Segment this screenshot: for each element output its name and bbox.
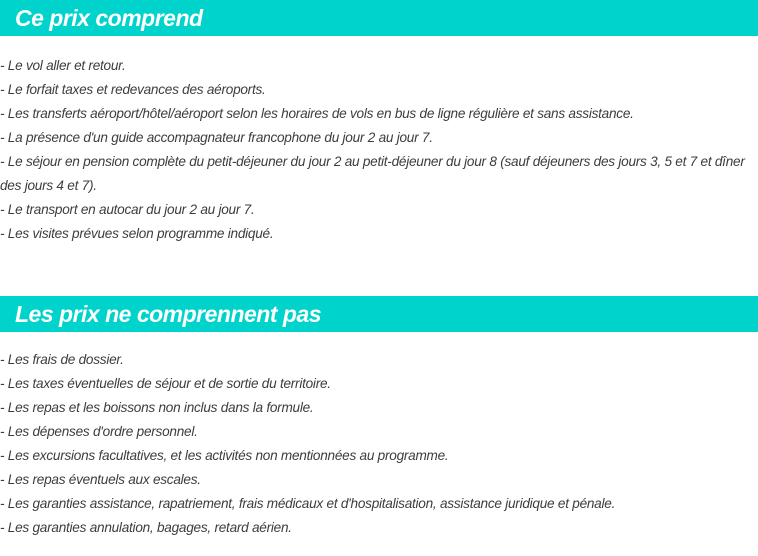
excluded-section xyxy=(0,296,758,540)
included-section xyxy=(0,0,758,246)
list-item: - Le transport en autocar du jour 2 au jour 7. xyxy=(0,202,255,217)
excluded-list xyxy=(0,348,758,540)
list-item: - Les dépenses d'ordre personnel. xyxy=(0,424,198,439)
list-item: - La présence d'un guide accompagnateur francophone du jour 2 au jour 7. xyxy=(0,130,433,145)
included-heading: Ce prix comprend xyxy=(0,0,758,36)
list-item: - Le forfait taxes et redevances des aéroports. xyxy=(0,82,266,97)
list-item: - Les frais de dossier. xyxy=(0,352,124,367)
list-item: - Les garanties assistance, rapatriement, frais médicaux et d'hospitalisation, assistance juridique et pénale. xyxy=(0,496,616,511)
list-item: - Les garanties annulation, bagages, retard aérien. xyxy=(0,520,292,535)
list-item: - Les taxes éventuelles de séjour et de sortie du territoire. xyxy=(0,376,331,391)
list-item: - Les excursions facultatives, et les activités non mentionnées au programme. xyxy=(0,448,449,463)
list-item: - Les repas éventuels aux escales. xyxy=(0,472,201,487)
excluded-heading: Les prix ne comprennent pas xyxy=(0,296,758,332)
included-list xyxy=(0,54,758,246)
list-item: - Les transferts aéroport/hôtel/aéroport selon les horaires de vols en bus de ligne régulière et sans assistance. xyxy=(0,106,634,121)
list-item: - Le séjour en pension complète du petit-déjeuner du jour 2 au petit-déjeuner du jour 8 (sauf déjeuners des jours 3, 5 et 7 et dîner des jours 4 et 7). xyxy=(0,154,745,193)
list-item: - Les repas et les boissons non inclus dans la formule. xyxy=(0,400,314,415)
list-item: - Le vol aller et retour. xyxy=(0,58,126,73)
list-item: - Les visites prévues selon programme indiqué. xyxy=(0,226,274,241)
